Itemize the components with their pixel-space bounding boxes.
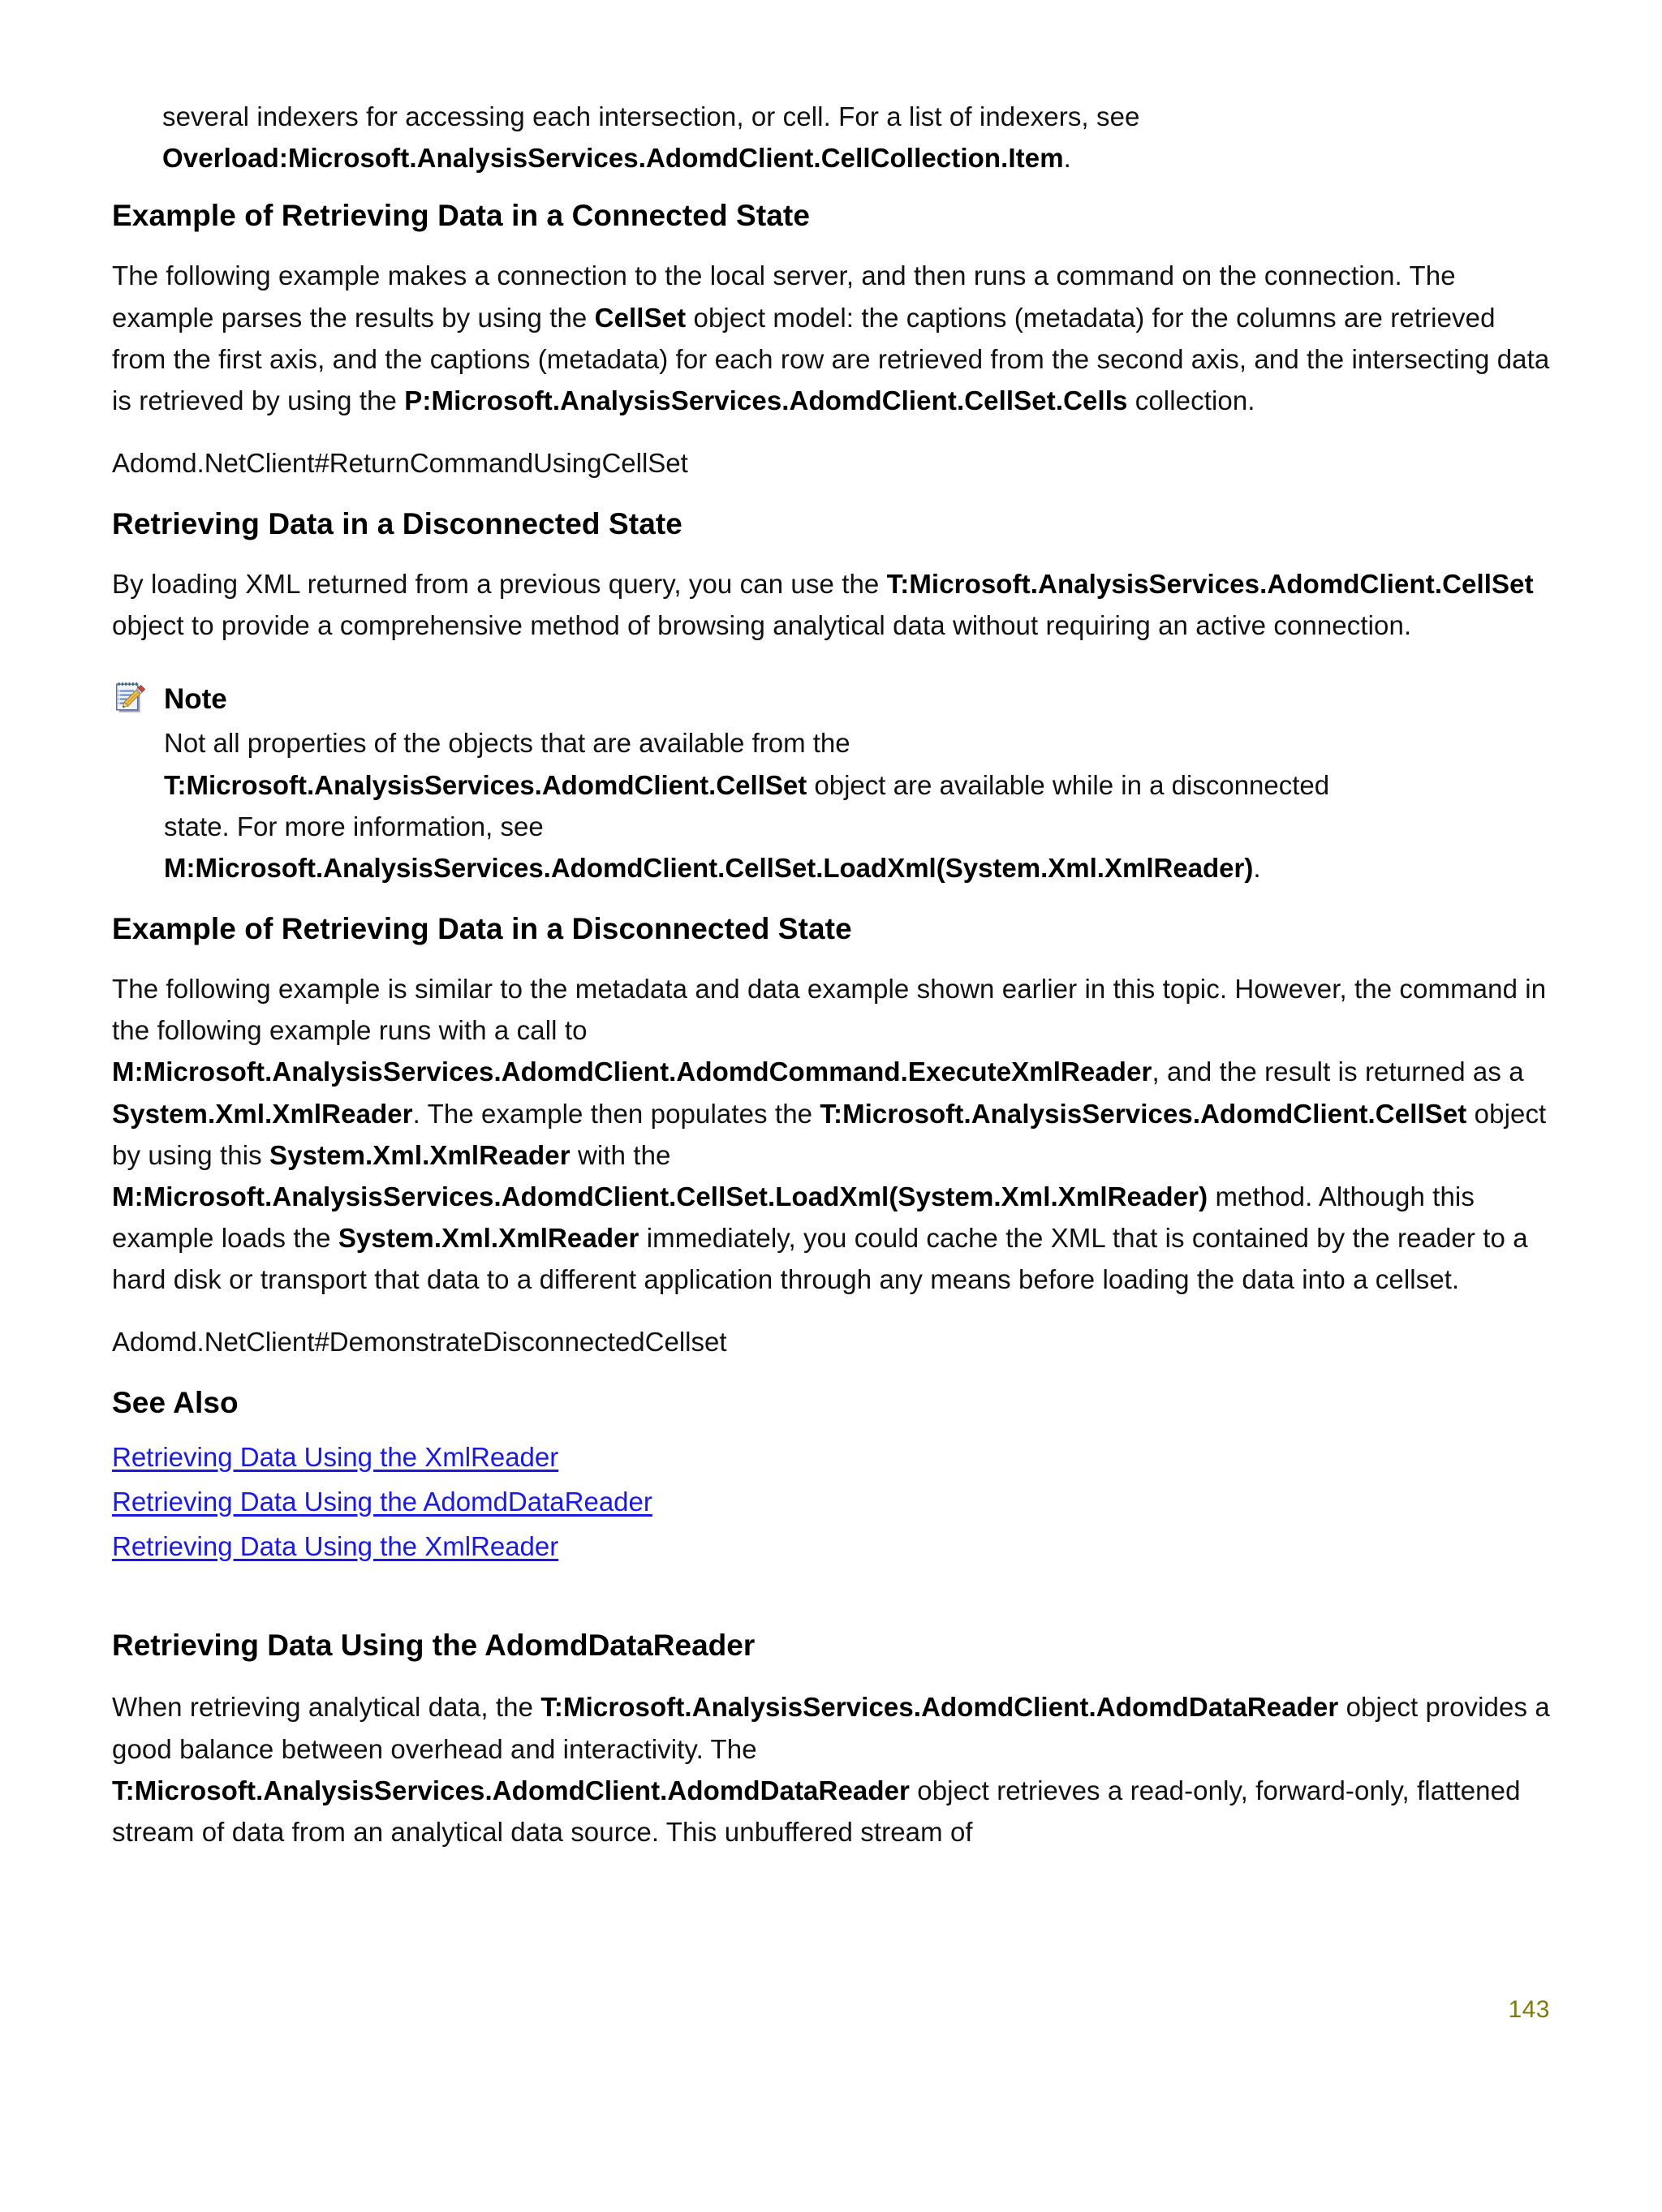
dex-text-1: The following example is similar to the metadata and data example shown earlier in this topic. However, the command in the following example runs with a call to	[112, 974, 1547, 1046]
dex-text-5: with the	[570, 1139, 671, 1170]
connected-text-2: object model: the captions (metadata) for the columns are retrieved from the first axis, and the captions (metadata) for each row are retrieved from the second axis, and the intersecting data is retrieved by using the	[112, 302, 1550, 415]
note-body	[112, 722, 1381, 889]
adomddatareader-paragraph	[112, 1686, 1550, 1853]
adr-bold-1: T:Microsoft.AnalysisServices.AdomdClient.AdomdDataReader	[540, 1692, 1339, 1723]
dex-text-3: . The example then populates the	[412, 1098, 820, 1129]
intro-continuation-paragraph	[162, 96, 1550, 179]
dex-text-4: object by using this	[112, 1098, 1547, 1170]
note-callout	[112, 678, 1550, 889]
connected-bold-2: P:Microsoft.AnalysisServices.AdomdClient.CellSet.Cells	[404, 385, 1128, 415]
disconnected-text-2: object to provide a comprehensive method of browsing analytical data without requiring an active connection.	[112, 610, 1412, 641]
disconnected-example-paragraph	[112, 968, 1550, 1300]
page-content	[112, 96, 1550, 1853]
adr-bold-2: T:Microsoft.AnalysisServices.AdomdClient.AdomdDataReader	[112, 1775, 910, 1805]
note-title: Note	[164, 682, 227, 715]
note-text-1: Not all properties of the objects that are available from the	[164, 728, 850, 759]
see-also-link-xmlreader-1[interactable]: Retrieving Data Using the XmlReader	[112, 1442, 559, 1473]
adr-text-2: object provides a good balance between overhead and interactivity. The	[112, 1692, 1550, 1764]
connected-text-3: collection.	[1127, 385, 1255, 415]
see-also-link-xmlreader-2[interactable]: Retrieving Data Using the XmlReader	[112, 1531, 559, 1562]
heading-see-also: See Also	[112, 1386, 239, 1420]
heading-connected-example: Example of Retrieving Data in a Connected State	[112, 199, 811, 233]
dex-bold-6: System.Xml.XmlReader	[338, 1222, 639, 1253]
see-also-link-list	[112, 1442, 1550, 1563]
connected-text-1: The following example makes a connection to the local server, and then runs a command on the connection. The example parses the results by using the	[112, 260, 1456, 333]
note-text-2: object are available while in a disconnected state. For more information, see	[164, 769, 1330, 841]
adr-text-3: object retrieves a read-only, forward-only, flattened stream of data from an analytical data source. This unbuffered stream of	[112, 1775, 1521, 1847]
code-reference-disconnected: Adomd.NetClient#DemonstrateDisconnectedCellset	[112, 1327, 727, 1358]
dex-bold-4: System.Xml.XmlReader	[269, 1139, 571, 1170]
connected-bold-1: CellSet	[594, 302, 687, 333]
disconnected-text-1: By loading XML returned from a previous query, you can use the	[112, 569, 887, 600]
disconnected-bold-1: T:Microsoft.AnalysisServices.AdomdClient.CellSet	[886, 569, 1534, 600]
note-bold-1: T:Microsoft.AnalysisServices.AdomdClient.CellSet	[164, 769, 807, 800]
page-number: 143	[1508, 1996, 1550, 2023]
note-header	[112, 678, 1550, 716]
heading-retrieving-disconnected: Retrieving Data in a Disconnected State	[112, 507, 682, 541]
connected-example-paragraph	[112, 255, 1550, 421]
dex-text-2: , and the result is returned as a	[1152, 1057, 1524, 1087]
dex-text-7: immediately, you could cache the XML that is contained by the reader to a hard disk or transport that data to a different application through any means before loading the data into a cellset.	[112, 1222, 1528, 1295]
heading-retrieving-adomddatareader: Retrieving Data Using the AdomdDataReader	[112, 1629, 756, 1663]
note-bold-2: M:Microsoft.AnalysisServices.AdomdClient.CellSet.LoadXml(System.Xml.XmlReader)	[164, 852, 1254, 883]
intro-text-after: .	[1063, 143, 1071, 174]
dex-text-6: method. Although this example loads the	[112, 1181, 1475, 1253]
disconnected-paragraph	[112, 563, 1550, 646]
see-also-link-adomddatareader[interactable]: Retrieving Data Using the AdomdDataReader	[112, 1487, 652, 1517]
note-text-3: .	[1253, 852, 1261, 883]
intro-bold-ref: Overload:Microsoft.AnalysisServices.AdomdClient.CellCollection.Item	[162, 143, 1064, 174]
adr-text-1: When retrieving analytical data, the	[112, 1692, 541, 1723]
code-reference-connected: Adomd.NetClient#ReturnCommandUsingCellSet	[112, 447, 688, 478]
dex-bold-3: T:Microsoft.AnalysisServices.AdomdClient.CellSet	[820, 1098, 1467, 1129]
notepad-pencil-icon	[112, 678, 149, 716]
dex-bold-1: M:Microsoft.AnalysisServices.AdomdClient.AdomdCommand.ExecuteXmlReader	[112, 1057, 1152, 1087]
heading-disconnected-example: Example of Retrieving Data in a Disconnected State	[112, 912, 852, 946]
dex-bold-5: M:Microsoft.AnalysisServices.AdomdClient.CellSet.LoadXml(System.Xml.XmlReader)	[112, 1181, 1208, 1211]
dex-bold-2: System.Xml.XmlReader	[112, 1098, 413, 1129]
intro-text-before: several indexers for accessing each intersection, or cell. For a list of indexers, see	[162, 101, 1140, 131]
